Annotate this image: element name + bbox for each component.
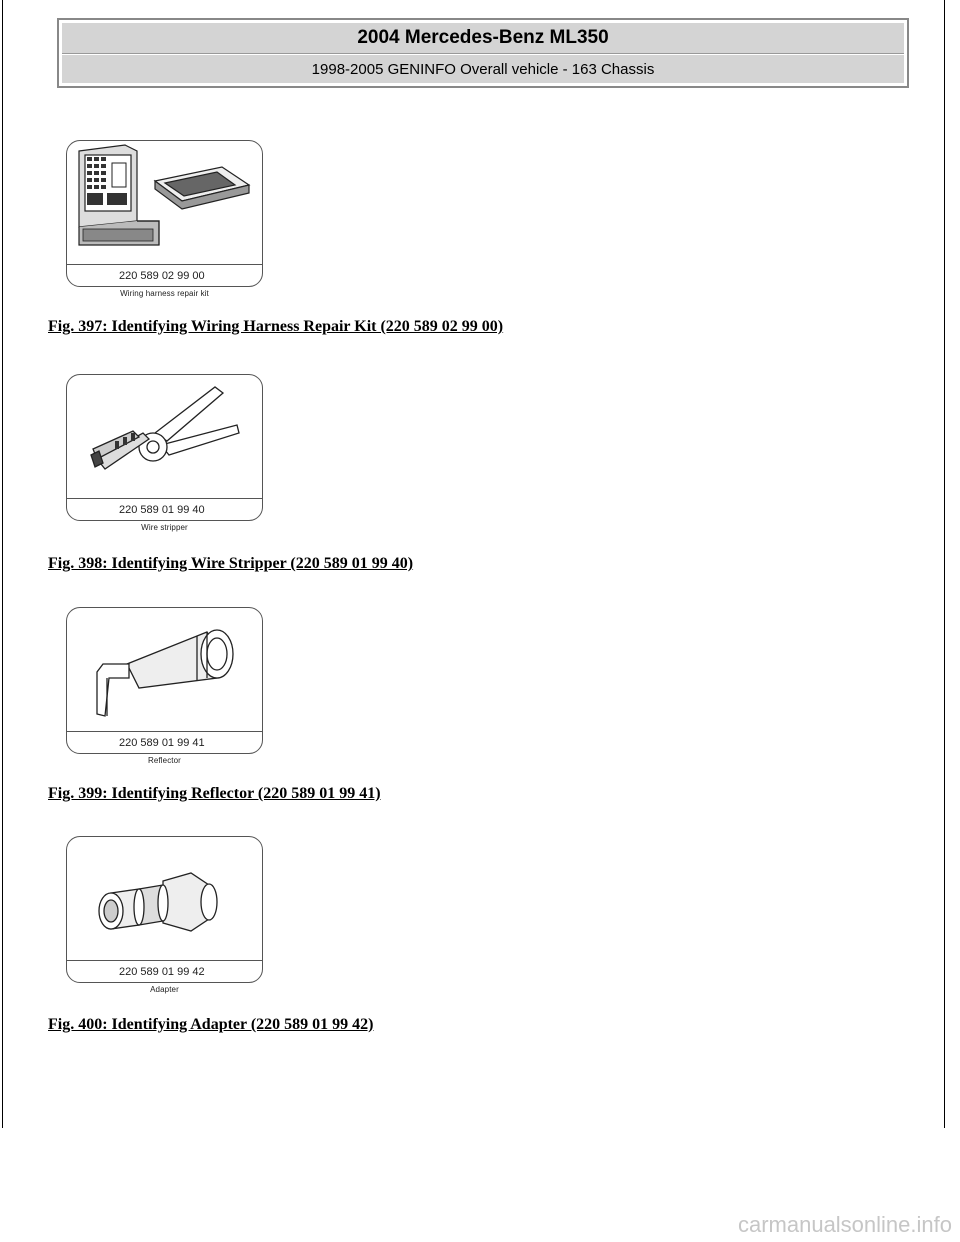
repair-kit-illustration [67,141,262,261]
figure-caption: Fig. 400: Identifying Adapter (220 589 01 99 42) [48,1016,374,1033]
tool-name: Wiring harness repair kit [120,289,209,298]
figure-frame [66,836,263,983]
part-number: 220 589 02 99 00 [67,264,262,286]
figure-frame [66,140,263,287]
header-subtitle: 1998-2005 GENINFO Overall vehicle - 163 Chassis [62,55,904,83]
part-number: 220 589 01 99 42 [67,960,262,982]
figure-caption: Fig. 397: Identifying Wiring Harness Repair Kit (220 589 02 99 00) [48,318,504,335]
watermark: carmanualsonline.info [737,1212,952,1237]
wire-stripper-illustration [67,375,262,495]
part-number: 220 589 01 99 41 [67,731,262,753]
part-number: 220 589 01 99 40 [67,498,262,520]
figure-caption: Fig. 398: Identifying Wire Stripper (220 589 01 99 40) [48,555,414,572]
adapter-illustration [67,837,262,957]
figure-frame [66,374,263,521]
figure-wire-stripper [66,374,263,532]
figure-caption: Fig. 399: Identifying Reflector (220 589 01 99 41) [48,785,381,802]
tool-name: Adapter [150,985,179,994]
figure-adapter [66,836,263,994]
page-border-right [944,0,945,1128]
document-header [57,18,909,88]
page-border-left [2,0,3,1128]
figure-wiring-harness-repair-kit [66,140,263,298]
header-title: 2004 Mercedes-Benz ML350 [62,23,904,54]
figure-reflector [66,607,263,765]
figure-frame [66,607,263,754]
tool-name: Reflector [148,756,181,765]
reflector-illustration [67,608,262,728]
tool-name: Wire stripper [141,523,188,532]
